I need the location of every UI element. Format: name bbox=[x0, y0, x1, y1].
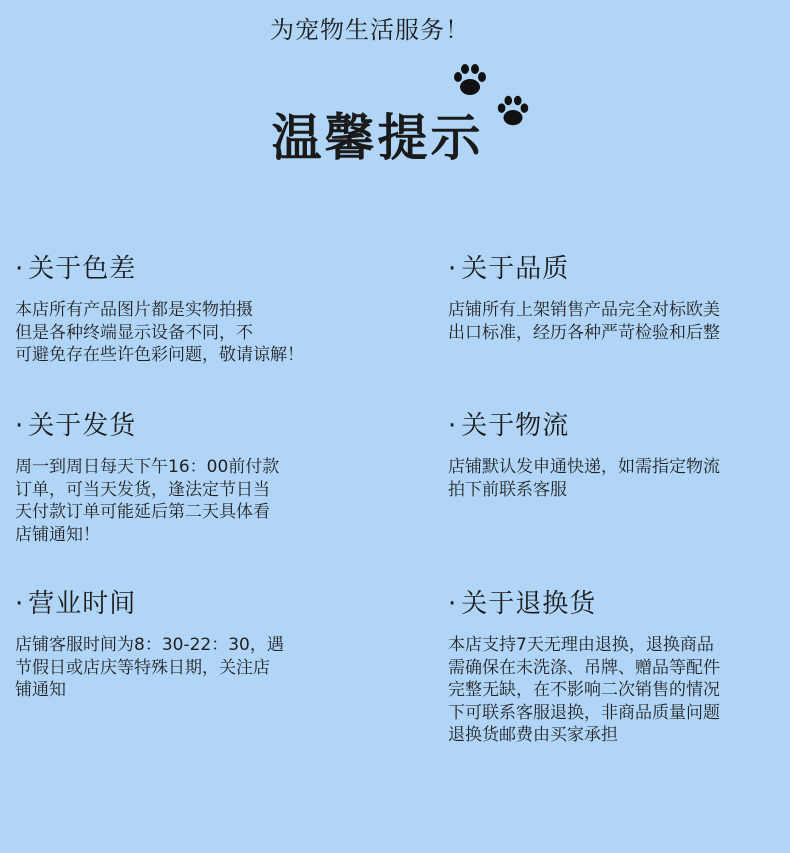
bullet-dot: · bbox=[448, 254, 458, 284]
section-heading bbox=[448, 248, 748, 285]
bullet-dot: · bbox=[15, 589, 25, 619]
section-heading bbox=[15, 248, 315, 285]
section-heading bbox=[448, 405, 748, 442]
section-color-difference bbox=[15, 248, 315, 367]
bullet-dot: · bbox=[448, 589, 458, 619]
page-title: 温馨提示 bbox=[271, 109, 484, 167]
bullet-dot: · bbox=[448, 411, 458, 441]
section-body: 周一到周日每天下午16：00前付款 订单，可当天发货，逢法定节日当 天付款订单可能延后第二天具体看 店铺通知！ bbox=[15, 457, 280, 545]
section-heading-text: 关于物流 bbox=[461, 411, 570, 441]
section-body: 店铺客服时间为8：30-22：30，遇 节假日或店庆等特殊日期，关注店 铺通知 bbox=[15, 635, 284, 700]
paw-print-icon bbox=[450, 60, 490, 100]
slogan: 为宠物生活服务！ bbox=[270, 16, 470, 44]
bullet-dot: · bbox=[15, 254, 25, 284]
section-body: 本店支持7天无理由退换，退换商品 需确保在未洗涤、吊牌、赠品等配件 完整无缺，在不影响二次销售的情况 下可联系客服退换，非商品质量问题 退换货邮费由买家承担 bbox=[448, 635, 720, 745]
section-body: 店铺所有上架销售产品完全对标欧美 出口标准，经历各种严苛检验和后整 bbox=[448, 300, 720, 343]
section-shipping bbox=[15, 405, 315, 546]
section-body: 本店所有产品图片都是实物拍摄 但是各种终端显示设备不同，不 可避免存在些许色彩问题，敬请谅解！ bbox=[15, 300, 304, 365]
section-returns bbox=[448, 583, 748, 747]
section-heading-text: 关于品质 bbox=[461, 254, 570, 284]
section-heading-text: 营业时间 bbox=[28, 589, 137, 619]
bullet-dot: · bbox=[15, 411, 25, 441]
section-body: 店铺默认发申通快递，如需指定物流 拍下前联系客服 bbox=[448, 457, 720, 500]
paw-print-icon bbox=[493, 92, 533, 130]
section-quality bbox=[448, 248, 748, 344]
section-heading-text: 关于退换货 bbox=[461, 589, 597, 619]
section-heading-text: 关于发货 bbox=[28, 411, 137, 441]
section-heading bbox=[15, 583, 315, 620]
section-business-hours bbox=[15, 583, 315, 702]
section-heading bbox=[15, 405, 315, 442]
section-heading bbox=[448, 583, 748, 620]
section-logistics bbox=[448, 405, 748, 501]
section-heading-text: 关于色差 bbox=[28, 254, 137, 284]
